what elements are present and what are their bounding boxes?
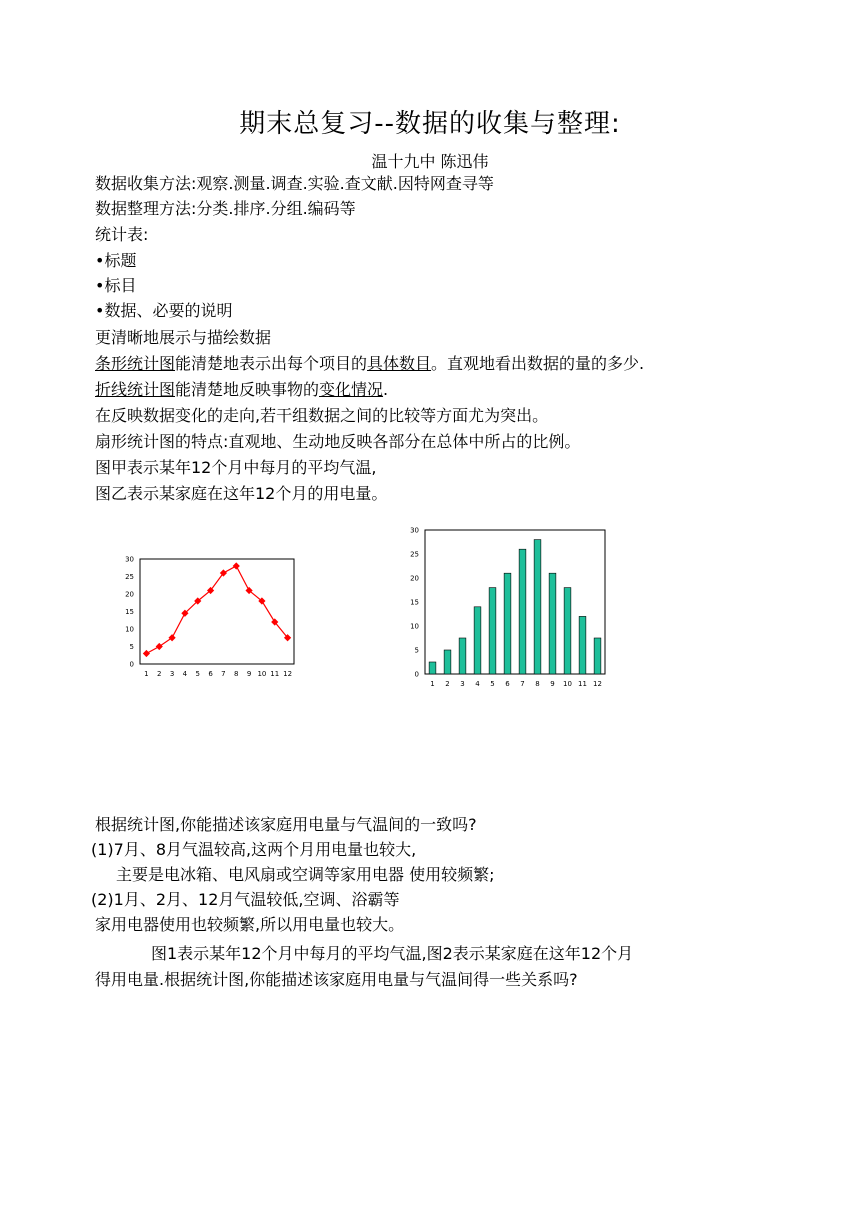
electricity-bar-chart xyxy=(405,522,620,692)
y-tick-label: 20 xyxy=(410,574,419,583)
y-tick-label: 10 xyxy=(410,622,419,631)
x-tick-label: 8 xyxy=(234,670,239,678)
page-title: 期末总复习--数据的收集与整理: xyxy=(239,109,621,139)
bar-desc-text: 能清楚地表示出每个项目的 xyxy=(175,354,368,373)
x-tick-label: 3 xyxy=(460,680,465,688)
line-desc-tail: . xyxy=(383,380,389,399)
line-chart-description xyxy=(95,378,388,402)
bullet-heading: •标目 xyxy=(95,276,137,295)
bar xyxy=(594,638,601,674)
x-tick-label: 8 xyxy=(535,680,540,688)
answer-1-line-2: 主要是电冰箱、电风扇或空调等家用电器 使用较频繁; xyxy=(116,865,495,884)
y-tick-label: 30 xyxy=(410,526,419,535)
specific-numbers-term: 具体数目 xyxy=(367,354,432,373)
x-tick-label: 4 xyxy=(475,680,480,688)
collect-methods: 数据收集方法:观察.测量.调查.实验.查文献.因特网查寻等 xyxy=(95,174,494,193)
answer-2-line-2: 家用电器使用也较频繁,所以用电量也较大。 xyxy=(95,915,405,934)
y-tick-label: 15 xyxy=(410,598,419,607)
bar xyxy=(444,650,451,674)
x-tick-label: 1 xyxy=(144,670,149,678)
x-tick-label: 12 xyxy=(283,670,293,678)
y-tick-label: 5 xyxy=(129,643,134,651)
x-tick-label: 2 xyxy=(157,670,162,678)
series-line xyxy=(146,566,287,654)
line-chart-term: 折线统计图 xyxy=(95,380,176,399)
y-tick-label: 0 xyxy=(129,660,134,669)
pie-chart-description: 扇形统计图的特点:直观地、生动地反映各部分在总体中所占的比例。 xyxy=(95,432,581,451)
x-tick-label: 10 xyxy=(257,670,267,678)
bar-chart-term: 条形统计图 xyxy=(95,354,176,373)
stat-table-heading: 统计表: xyxy=(95,225,149,244)
x-tick-label: 6 xyxy=(208,670,213,678)
data-point xyxy=(233,562,240,569)
x-tick-label: 7 xyxy=(221,670,226,678)
bullet-data: •数据、必要的说明 xyxy=(95,301,233,320)
bar xyxy=(534,540,541,674)
x-tick-label: 10 xyxy=(563,680,572,688)
author-line: 温十九中 陈迅伟 xyxy=(371,152,489,171)
change-term: 变化情况 xyxy=(319,380,384,399)
x-tick-label: 5 xyxy=(195,670,200,678)
bullet-title: •标题 xyxy=(95,251,137,270)
data-point xyxy=(143,650,150,657)
x-tick-label: 3 xyxy=(169,670,175,678)
y-tick-label: 30 xyxy=(125,555,134,564)
final-question-line-2: 得用电量.根据统计图,你能描述该家庭用电量与气温间得一些关系吗? xyxy=(95,970,578,989)
line-desc-text: 能清楚地反映事物的 xyxy=(175,380,320,399)
x-tick-label: 7 xyxy=(520,680,525,688)
question-line: 根据统计图,你能描述该家庭用电量与气温间的一致吗? xyxy=(95,815,477,834)
bar xyxy=(459,638,466,674)
figure-b-caption: 图乙表示某家庭在这年12个月的用电量。 xyxy=(95,484,388,503)
y-tick-label: 25 xyxy=(125,573,134,581)
answer-2-line-1: (2)1月、2月、12月气温较低,空调、浴霸等 xyxy=(91,890,400,909)
y-tick-label: 5 xyxy=(414,646,419,655)
electricity-bar-chart-svg xyxy=(405,522,620,692)
bar-chart-description xyxy=(95,352,644,376)
bar xyxy=(504,573,511,674)
temperature-line-chart-svg xyxy=(118,548,308,688)
bar xyxy=(579,616,586,674)
answer-1-line-1: (1)7月、8月气温较高,这两个月用电量也较大, xyxy=(91,840,417,859)
y-tick-label: 10 xyxy=(125,625,134,634)
y-tick-label: 0 xyxy=(414,670,419,679)
x-tick-label: 12 xyxy=(593,680,602,688)
x-tick-label: 6 xyxy=(505,680,510,688)
x-tick-label: 9 xyxy=(550,680,555,688)
x-tick-label: 11 xyxy=(270,670,280,678)
bar xyxy=(489,588,496,674)
bar xyxy=(429,662,436,674)
data-point xyxy=(168,634,175,641)
bar xyxy=(564,588,571,674)
final-question-line-1: 图1表示某年12个月中每月的平均气温,图2表示某家庭在这年12个月 xyxy=(151,944,634,963)
figure-a-caption: 图甲表示某年12个月中每月的平均气温, xyxy=(95,458,377,477)
bar xyxy=(519,549,526,674)
bar xyxy=(474,607,481,674)
x-tick-label: 1 xyxy=(430,680,435,688)
plot-area-frame xyxy=(140,559,294,664)
bar xyxy=(549,573,556,674)
y-tick-label: 25 xyxy=(410,550,419,559)
bar-desc-tail: 。直观地看出数据的量的多少. xyxy=(431,354,645,373)
x-tick-label: 4 xyxy=(182,670,188,678)
organize-methods: 数据整理方法:分类.排序.分组.编码等 xyxy=(95,199,356,218)
x-tick-label: 11 xyxy=(578,680,587,688)
x-tick-label: 5 xyxy=(490,680,495,688)
data-point xyxy=(156,643,163,650)
x-tick-label: 9 xyxy=(246,670,252,678)
clear-display-heading: 更清晰地展示与描绘数据 xyxy=(95,328,272,347)
temperature-line-chart xyxy=(118,548,308,688)
x-tick-label: 2 xyxy=(445,680,450,688)
y-tick-label: 15 xyxy=(125,608,134,616)
plot-area-frame xyxy=(425,530,605,674)
trend-line: 在反映数据变化的走向,若干组数据之间的比较等方面尤为突出。 xyxy=(95,406,549,425)
y-tick-label: 20 xyxy=(125,590,134,599)
